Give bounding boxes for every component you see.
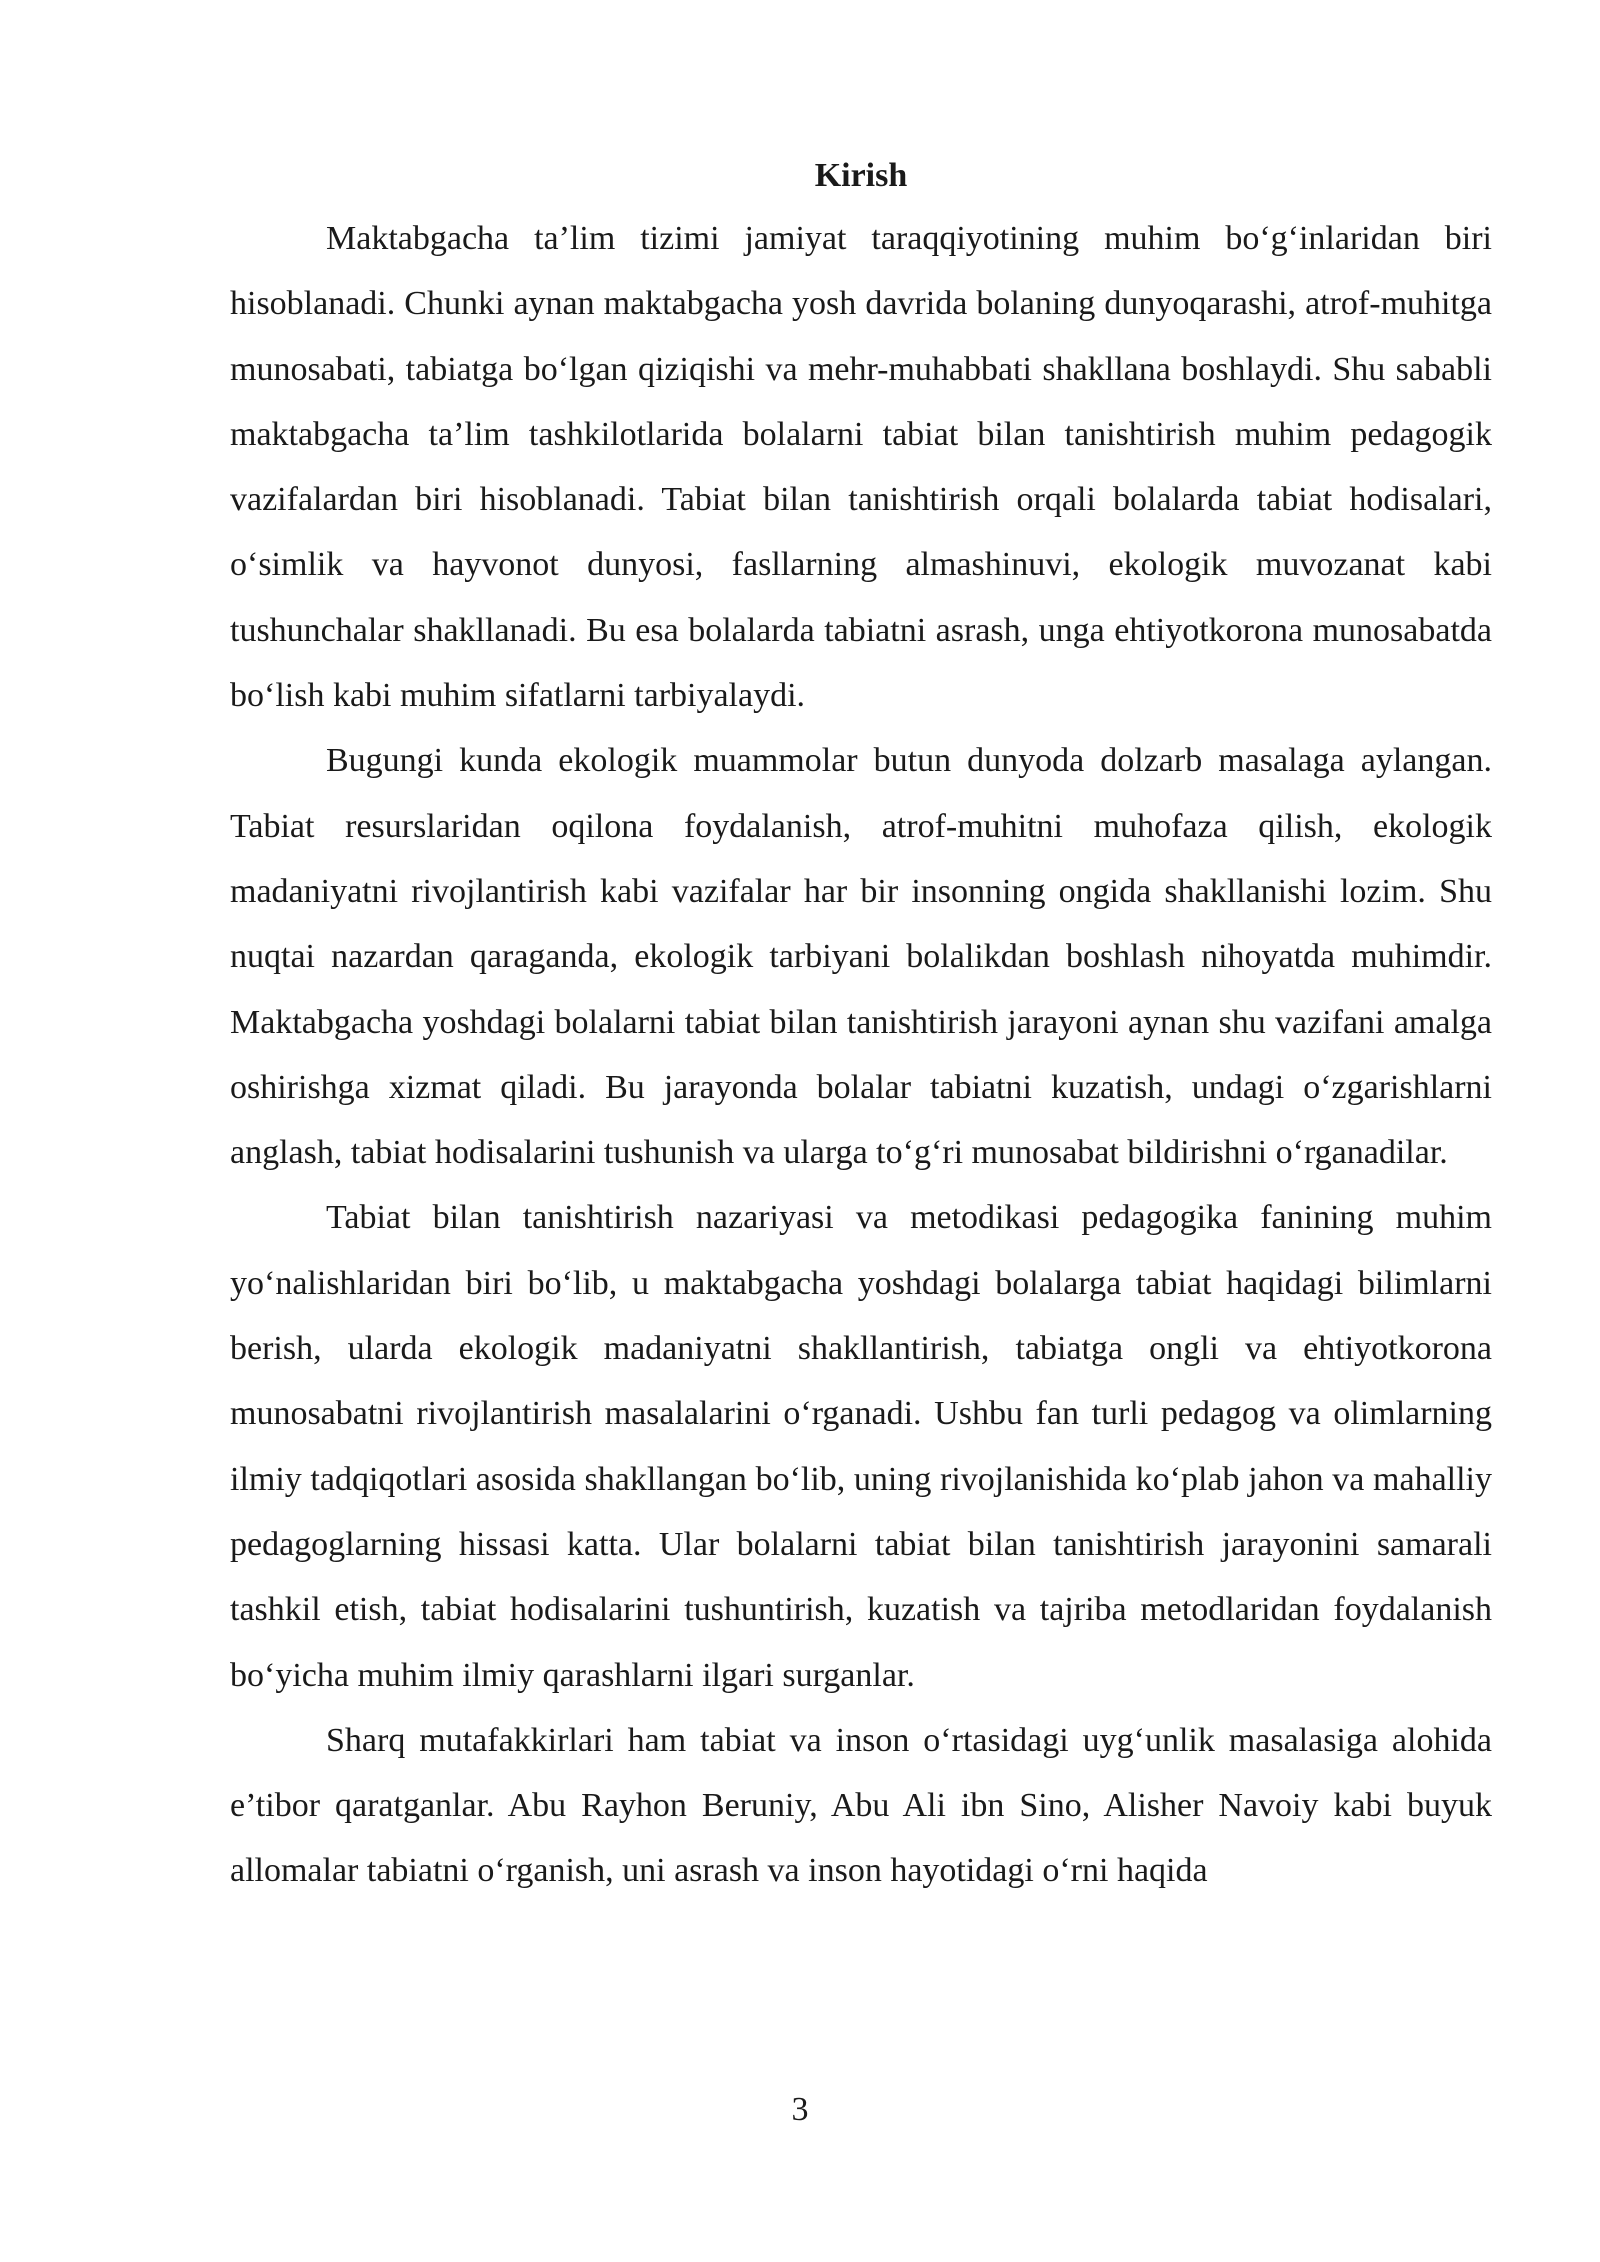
page-number: 3 bbox=[791, 2091, 809, 2128]
paragraph-1: Maktabgacha ta’lim tizimi jamiyat taraqqiyotining muhim bo‘g‘inlaridan biri hisoblanadi. Chunki aynan maktabgacha yosh davrida bolaning dunyoqarashi, atrof-muhitga munosabati, tabiatga bo‘lgan qiziqishi va mehr-muhabbati shakllana boshlaydi. Shu sababli maktabgacha ta’lim tashkilotlarida bolalarni tabiat bilan tanishtirish muhim pedagogik vazifalardan biri hisoblanadi. Tabiat bilan tanishtirish orqali bolalarda tabiat hodisalari, o‘simlik va hayvonot dunyosi, fasllarning almashinuvi, ekologik muvozanat kabi tushunchalar shakllanadi. Bu esa bolalarda tabiatni asrash, unga ehtiyotkorona munosabatda bo‘lish kabi muhim sifatlarni tarbiyalaydi. bbox=[230, 220, 1492, 715]
paragraph-4: Sharq mutafakkirlari ham tabiat va inson o‘rtasidagi uyg‘unlik masalasiga alohida e’tibor qaratganlar. Abu Rayhon Beruniy, Abu Ali ibn Sino, Alisher Navoiy kabi buyuk allomalar tabiatni o‘rganish, uni asrash va inson hayotidagi o‘rni haqida bbox=[230, 1721, 1492, 1890]
paragraph-2: Bugungi kunda ekologik muammolar butun dunyoda dolzarb masalaga aylangan. Tabiat resurslaridan oqilona foydalanish, atrof-muhitni muhofaza qilish, ekologik madaniyatni rivojlantirish kabi vazifalar har bir insonning ongida shakllanishi lozim. Shu nuqtai nazardan qaraganda, ekologik tarbiyani bolalikdan boshlash nihoyatda muhimdir. Maktabgacha yoshdagi bolalarni tabiat bilan tanishtirish jarayoni aynan shu vazifani amalga oshirishga xizmat qiladi. Bu jarayonda bolalar tabiatni kuzatish, undagi o‘zgarishlarni anglash, tabiat hodisalarini tushunish va ularga to‘g‘ri munosabat bildirishni o‘rganadilar. bbox=[230, 742, 1492, 1172]
document-page bbox=[230, 148, 1492, 1904]
document-title: Kirish bbox=[814, 157, 908, 194]
paragraph-3: Tabiat bilan tanishtirish nazariyasi va metodikasi pedagogika fanining muhim yo‘nalishlaridan biri bo‘lib, u maktabgacha yoshdagi bolalarga tabiat haqidagi bilimlarni berish, ularda ekologik madaniyatni shakllantirish, tabiatga ongli va ehtiyotkorona munosabatni rivojlantirish masalalarini o‘rganadi. Ushbu fan turli pedagog va olimlarning ilmiy tadqiqotlari asosida shakllangan bo‘lib, uning rivojlanishida ko‘plab jahon va mahalliy pedagoglarning hissasi katta. Ular bolalarni tabiat bilan tanishtirish jarayonini samarali tashkil etish, tabiat hodisalarini tushuntirish, kuzatish va tajriba metodlaridan foydalanish bo‘yicha muhim ilmiy qarashlarni ilgari surganlar. bbox=[230, 1199, 1492, 1694]
